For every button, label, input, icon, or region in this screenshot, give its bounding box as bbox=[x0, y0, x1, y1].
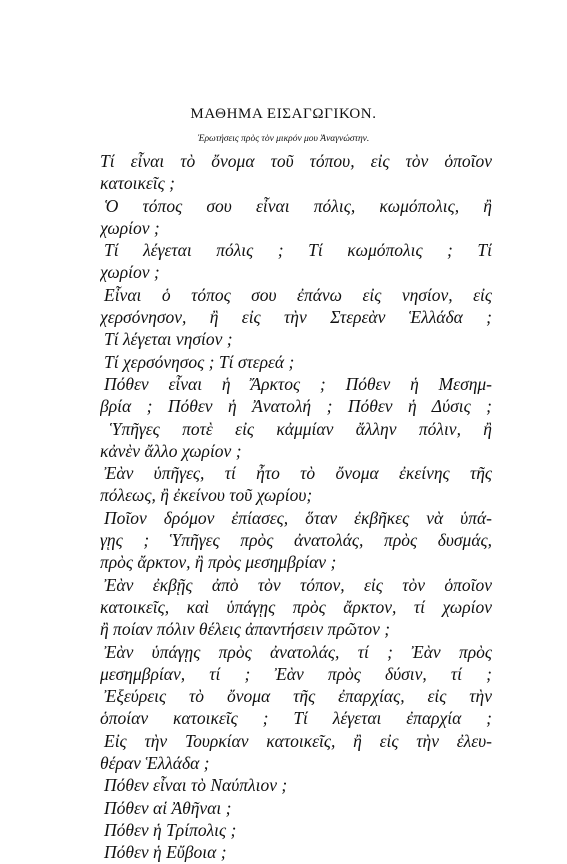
text-line: Τί λέγεται πόλις ; Τί κωμόπολις ; Τί bbox=[104, 240, 492, 261]
text-line: Πόθεν εἶναι τὸ Ναύπλιον ; bbox=[104, 775, 288, 796]
text-line: Ὁ τόπος σου εἶναι πόλις, κωμόπολις, ἢ bbox=[104, 195, 492, 216]
text-line: Ἐξεύρεις τὸ ὄνομα τῆς ἐπαρχίας, εἰς τὴν bbox=[104, 686, 492, 707]
text-line: Ὑπῆγες ποτὲ εἰς κἀμμίαν ἄλλην πόλιν, ἢ bbox=[110, 418, 492, 439]
text-line: πρὸς ἄρκτον, ἢ πρὸς μεσημβρίαν ; bbox=[100, 552, 337, 573]
text-line: Ἐὰν ἐκβῇς ἀπὸ τὸν τόπον, εἰς τὸν ὁποῖον bbox=[104, 574, 492, 595]
text-line: Πόθεν ἡ Τρίπολις ; bbox=[104, 819, 237, 840]
text-line: μεσημβρίαν, τί ; Ἐὰν πρὸς δύσιν, τί ; bbox=[100, 663, 492, 684]
text-line: θέραν Ἑλλάδα ; bbox=[100, 753, 210, 774]
text-line: κἀνὲν ἄλλο χωρίον ; bbox=[100, 440, 242, 461]
lesson-heading: ΜΑΘΗΜΑ ΕΙΣΑΓΩΓΙΚΟΝ. bbox=[190, 106, 377, 122]
lesson-subheading: Ἐρωτήσεις πρὸς τὸν μικρόν μου Ἀναγνώστην. bbox=[197, 134, 370, 144]
text-line: Τί χερσόνησος ; Τί στερεά ; bbox=[104, 351, 295, 372]
text-line: κατοικεῖς, καὶ ὑπάγῃς πρὸς ἄρκτον, τί χωρίον bbox=[100, 596, 492, 617]
text-line: ἢ ποίαν πόλιν θέλεις ἀπαντήσειν πρῶτον ; bbox=[100, 619, 391, 640]
text-line: Πόθεν εἶναι ἡ Ἄρκτος ; Πόθεν ἡ Μεσημ- bbox=[104, 373, 492, 394]
text-line: πόλεως, ἢ ἐκείνου τοῦ χωρίου; bbox=[100, 485, 313, 506]
text-line: γῃς ; Ὑπῆγες πρὸς ἀνατολάς, πρὸς δυσμάς, bbox=[100, 530, 492, 551]
text-line: χωρίον ; bbox=[100, 217, 160, 238]
question-text bbox=[100, 150, 492, 864]
text-line: Πόθεν αἱ Ἀθῆναι ; bbox=[104, 797, 232, 818]
text-line: Εἰς τὴν Τουρκίαν κατοικεῖς, ἢ εἰς τὴν ἐλευ- bbox=[104, 730, 492, 751]
text-line: βρία ; Πόθεν ἡ Ἀνατολή ; Πόθεν ἡ Δύσις ; bbox=[100, 396, 492, 417]
text-line: κατοικεῖς ; bbox=[100, 173, 175, 194]
text-line: χερσόνησον, ἢ εἰς τὴν Στερεὰν Ἑλλάδα ; bbox=[100, 307, 492, 328]
text-line: Ἐὰν ὑπῆγες, τί ἦτο τὸ ὄνομα ἐκείνης τῆς bbox=[104, 463, 492, 484]
text-line: ὁποίαν κατοικεῖς ; Τί λέγεται ἐπαρχία ; bbox=[100, 708, 492, 729]
text-line: Ποῖον δρόμον ἐπίασες, ὅταν ἐκβῆκες νὰ ὑπά- bbox=[104, 507, 492, 528]
text-line: χωρίον ; bbox=[100, 262, 160, 283]
text-line: Εἶναι ὁ τόπος σου ἐπάνω εἰς νησίον, εἰς bbox=[104, 284, 492, 305]
text-line: Τί εἶναι τὸ ὄνομα τοῦ τόπου, εἰς τὸν ὁποῖον bbox=[100, 151, 492, 171]
text-line: Ἐὰν ὑπάγῃς πρὸς ἀνατολάς, τί ; Ἐὰν πρὸς bbox=[104, 641, 492, 662]
text-line: Τί λέγεται νησίον ; bbox=[104, 329, 233, 350]
text-line: Πόθεν ἡ Εὔβοια ; bbox=[104, 842, 227, 863]
